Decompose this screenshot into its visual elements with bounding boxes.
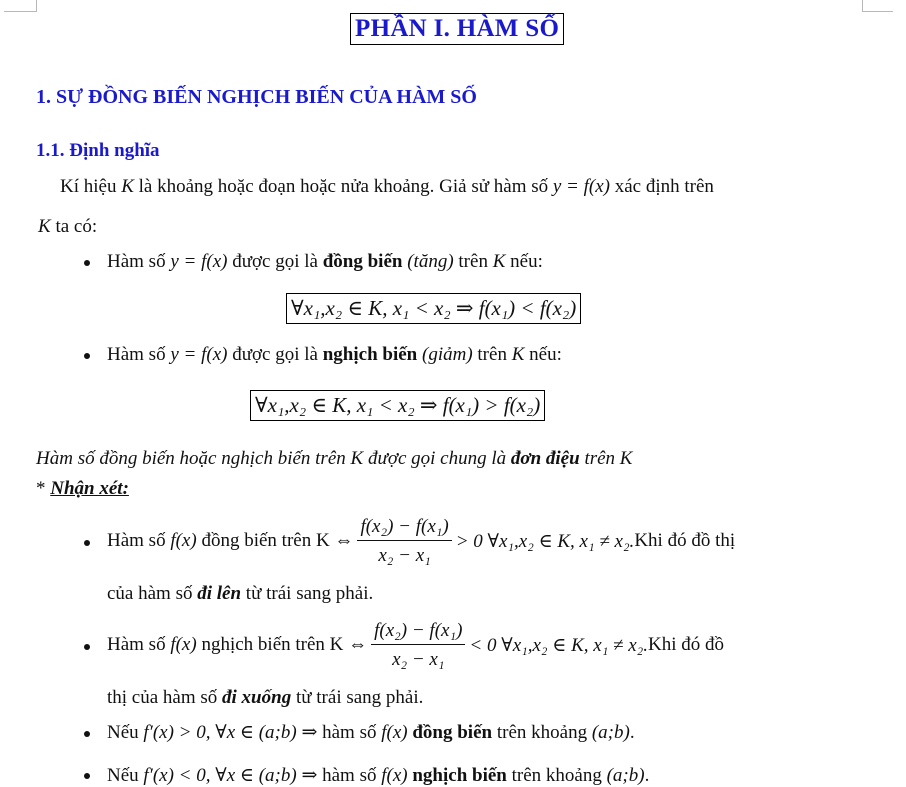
fraction-denominator: x₂ − x₁ [378,544,431,566]
math-condition: f′(x) < 0, ∀x ∈ (a;b) ⇒ [143,765,318,786]
text: được gọi là [227,251,323,272]
text: nếu: [505,251,543,272]
definition-decreasing [107,344,562,366]
math-K: K [619,448,633,469]
text: Nếu [107,765,144,786]
text: Kí hiệu [60,176,122,197]
part-title: PHẦN I. HÀM SỐ [350,13,564,45]
math-K: K [492,251,506,272]
remark-increasing-line2 [107,583,373,605]
text: được gọi là [227,344,323,365]
page-corner-mark-right [862,0,893,12]
text: Khi đó đồ thị [634,530,736,551]
remark-decreasing-fraction [107,610,724,680]
text: ta có: [50,216,98,237]
section-heading: 1. SỰ ĐỒNG BIẾN NGHỊCH BIẾN CỦA HÀM SỐ [36,86,477,108]
monotonic-summary [36,448,632,470]
text: nếu: [524,344,562,365]
fraction-numerator: f(x₂) − f(x₁) [357,516,451,541]
bullet-icon [84,731,90,737]
text: Hàm số [107,530,166,551]
text: Hàm số [107,634,166,655]
term-decreasing: nghịch biến [322,344,418,365]
text: . [644,765,650,786]
text: đồng biến trên K ⇔ [201,530,354,551]
text: là khoảng hoặc đoạn hoặc nửa khoảng. Giả sử hàm số [133,176,553,197]
text: được gọi chung là [363,448,511,469]
text: thị của hàm số [107,687,223,708]
remark-label: Nhận xét: [50,478,129,499]
intro-line-2 [38,216,97,238]
text: Nếu [107,722,144,743]
math-condition: f′(x) > 0, ∀x ∈ (a;b) ⇒ [143,722,318,743]
math-fx: f(x) [381,765,408,786]
text: hàm số [317,722,382,743]
text: trên [453,251,493,272]
subsection-heading: 1.1. Định nghĩa [36,140,160,161]
fraction [371,620,465,671]
bullet-icon [84,773,90,779]
text: Hàm số [107,344,171,365]
bullet-icon [84,260,90,266]
fraction-numerator: f(x₂) − f(x₁) [371,620,465,645]
math-condition: < 0 ∀x₁,x₂ ∈ K, x₁ ≠ x₂. [469,634,649,656]
term-increasing: đồng biến [407,722,493,743]
bullet-icon [84,540,90,546]
text: hàm số [317,765,382,786]
text: Hàm số đồng biến hoặc nghịch biến trên [36,448,351,469]
text: trên khoảng [492,722,592,743]
text: của hàm số [107,583,198,604]
text: xác định trên [610,176,714,197]
math-interval: (a;b) [606,765,645,786]
math-K: K [511,344,525,365]
math-K: K [121,176,134,197]
term-decreasing: nghịch biến [407,765,507,786]
math-K: K [38,216,51,237]
math-condition: > 0 ∀x₁,x₂ ∈ K, x₁ ≠ x₂. [455,530,635,552]
formula-box-increasing: ∀x₁,x₂ ∈ K, x₁ < x₂ ⇒ f(x₁) < f(x₂) [286,293,581,324]
remark-derivative-negative [107,764,649,787]
term-monotonic: đơn điệu [510,448,580,469]
bullet-icon [84,644,90,650]
text: từ trái sang phải. [291,687,424,708]
text: trên [472,344,512,365]
math-K: K [350,448,364,469]
fraction [357,516,451,567]
text: nghịch biến trên K ⇔ [201,634,368,655]
term-goes-down: đi xuống [222,687,292,708]
math-fx: y = f(x) [552,176,610,197]
remark-decreasing-line2 [107,687,423,709]
math-fx: f(x) [381,722,408,743]
text: trên khoảng [506,765,607,786]
text: (tăng) [402,251,454,272]
intro-line-1 [60,176,714,198]
math-fx: f(x) [170,530,197,551]
remark-derivative-positive [107,721,635,744]
math-fx: f(x) [170,634,197,655]
math-interval: (a;b) [591,722,630,743]
term-increasing: đồng biến [322,251,403,272]
page-corner-mark-left [4,0,37,12]
remark-increasing-fraction [107,506,735,576]
text: trên [579,448,620,469]
text: * [36,478,51,499]
text: (giảm) [417,344,473,365]
fraction-denominator: x₂ − x₁ [392,648,445,670]
text: Hàm số [107,251,171,272]
term-goes-up: đi lên [197,583,242,604]
math-fx: y = f(x) [170,251,228,272]
bullet-icon [84,353,90,359]
text: . [629,722,635,743]
math-fx: y = f(x) [170,344,228,365]
definition-increasing [107,251,543,273]
formula-box-decreasing: ∀x₁,x₂ ∈ K, x₁ < x₂ ⇒ f(x₁) > f(x₂) [250,390,545,421]
text: từ trái sang phải. [241,583,374,604]
remark-heading [36,478,129,500]
text: Khi đó đồ [648,634,725,655]
